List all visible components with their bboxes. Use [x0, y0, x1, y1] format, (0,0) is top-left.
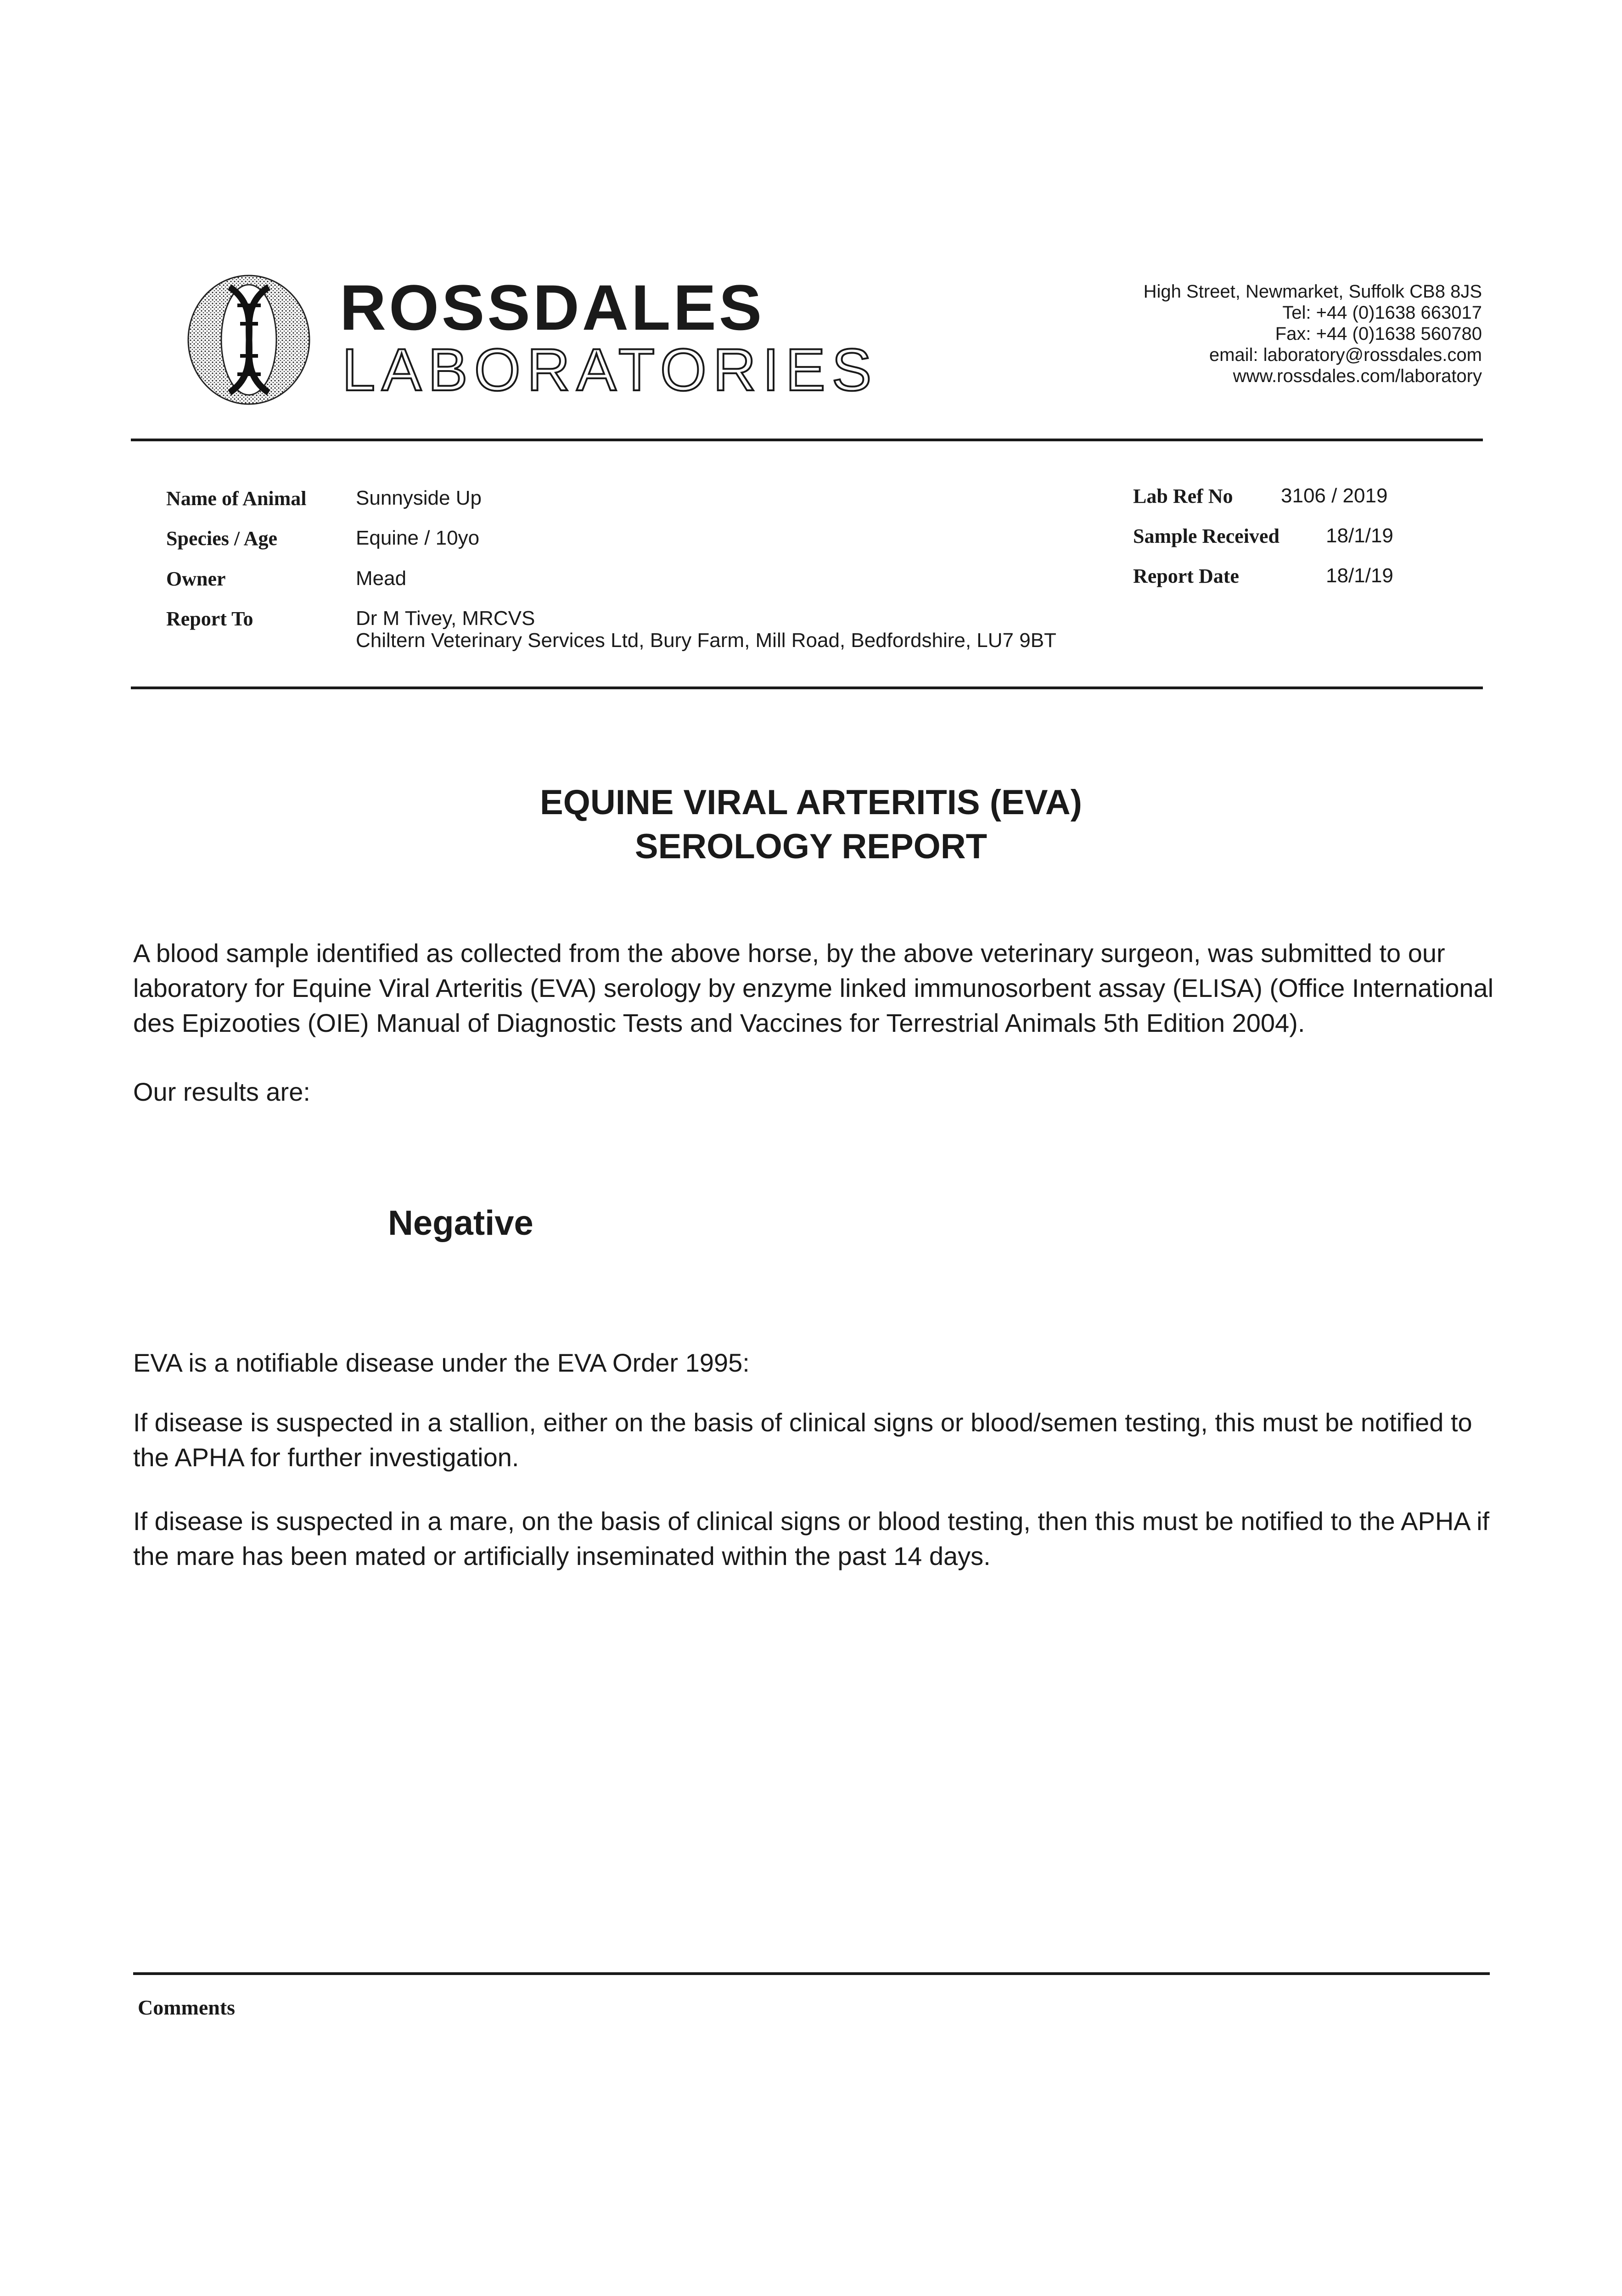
stallion-notice: If disease is suspected in a stallion, either on the basis of clinical signs or blood/semen testing, this must be notified to the APHA for further investigation.	[133, 1408, 1472, 1472]
owner-value: Mead	[356, 567, 407, 590]
species-age-value: Equine / 10yo	[356, 527, 480, 549]
address-website: www.rossdales.com/laboratory	[1233, 366, 1482, 386]
name-of-animal-label: Name of Animal	[166, 487, 307, 510]
address-email: email: laboratory@rossdales.com	[1209, 345, 1482, 365]
name-of-animal-value: Sunnyside Up	[356, 487, 482, 509]
report-to-practice: Chiltern Veterinary Services Ltd, Bury Farm, Mill Road, Bedfordshire, LU7 9BT	[356, 629, 1056, 652]
header-divider	[131, 439, 1483, 441]
comments-divider	[133, 1972, 1490, 1975]
details-divider	[131, 687, 1483, 689]
brand-subtitle: LABORATORIES	[342, 336, 878, 403]
mare-notice: If disease is suspected in a mare, on the basis of clinical signs or blood testing, then this must be notified to the APHA if the mare has been mated or artificially inseminated within the past 14 days.	[133, 1507, 1490, 1570]
report-date-label: Report Date	[1133, 565, 1239, 587]
address-tel: Tel: +44 (0)1638 663017	[1282, 303, 1482, 323]
lab-address-block	[1144, 281, 1482, 387]
report-to-vet: Dr M Tivey, MRCVS	[356, 607, 535, 630]
report-title	[0, 781, 1622, 869]
results-intro: Our results are:	[133, 1077, 310, 1106]
rossdales-logo-emblem	[186, 273, 312, 406]
report-to-label: Report To	[166, 608, 253, 630]
brand-name: ROSSDALES	[340, 271, 765, 343]
comments-label: Comments	[138, 1996, 236, 2019]
test-result: Negative	[388, 1204, 533, 1243]
lab-ref-value: 3106 / 2019	[1281, 484, 1388, 507]
notifiable-statement: EVA is a notifiable disease under the EVA Order 1995:	[133, 1348, 750, 1377]
sample-received-value: 18/1/19	[1326, 524, 1393, 547]
report-title-line1: EQUINE VIRAL ARTERITIS (EVA)	[540, 783, 1082, 822]
species-age-label: Species / Age	[166, 527, 277, 550]
report-date-value: 18/1/19	[1326, 564, 1393, 587]
sample-received-label: Sample Received	[1133, 525, 1280, 547]
address-street: High Street, Newmarket, Suffolk CB8 8JS	[1143, 281, 1482, 302]
intro-paragraph: A blood sample identified as collected from the above horse, by the above veterinary surgeon, was submitted to our laboratory for Equine Viral Arteritis (EVA) serology by enzyme linked immunosorbent assay (ELISA) (Office International des Epizooties (OIE) Manual of Diagnostic Tests and Vaccines for Terrestrial Animals 5th Edition 2004).	[133, 939, 1494, 1037]
owner-label: Owner	[166, 568, 226, 590]
report-title-line2: SEROLOGY REPORT	[634, 827, 988, 866]
address-fax: Fax: +44 (0)1638 560780	[1275, 324, 1482, 344]
lab-ref-label: Lab Ref No	[1133, 485, 1233, 507]
